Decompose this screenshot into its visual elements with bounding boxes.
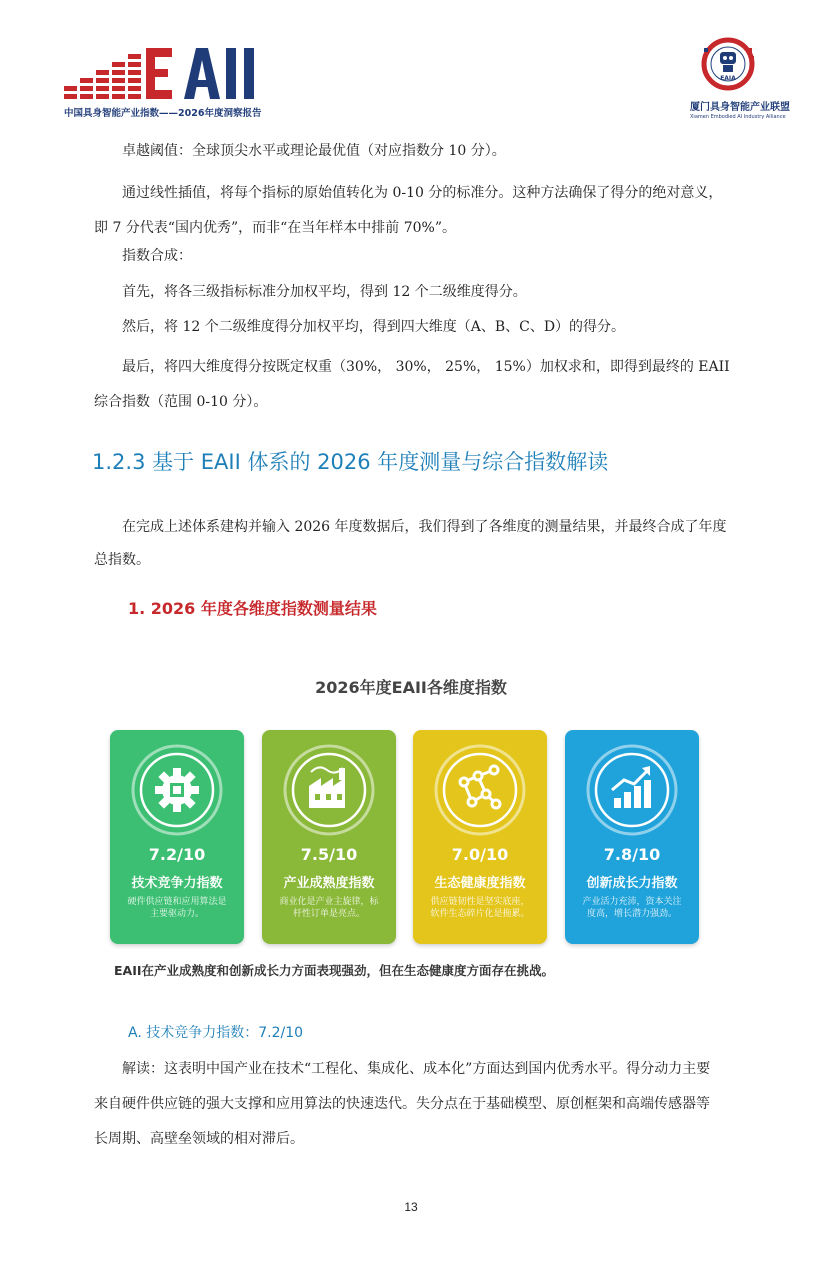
section-intro: 在完成上述体系建构并输入 2026 年度数据后，我们得到了各维度的测量结果，并最终合成了年度总指数。: [94, 519, 727, 568]
card-ecosystem-health: [413, 730, 547, 944]
card-score: 7.5/10: [300, 845, 358, 864]
card-innovation-growth: [565, 730, 699, 944]
left-logo-caption: 中国具身智能产业指数——2026年度洞察报告: [64, 108, 262, 119]
paragraph-step-then: 然后，将 12 个二级维度得分加权平均，得到四大维度（A、B、C、D）的得分。: [122, 319, 626, 335]
card-tech-competitiveness: [110, 730, 244, 944]
sub-a-title: A. 技术竞争力指数：7.2/10: [128, 1025, 304, 1041]
figure-title: 2026年度EAII各维度指数: [315, 678, 507, 697]
eaii-logo-graphic: [62, 44, 272, 122]
eaia-emblem: [690, 36, 786, 98]
card-name: 创新成长力指数: [586, 876, 678, 891]
right-logo-text: EAIA: [720, 75, 736, 82]
card-desc: 硬件供应链和应用算法是主要驱动力。: [127, 897, 227, 919]
page-number: 13: [404, 1200, 418, 1214]
paragraph-linear-interpolation: 通过线性插值，将每个指标的原始值转化为 0-10 分的标准分。这种方法确保了得分的绝对意义，即 7 分代表“国内优秀”，而非“在当年样本中排前 70%”。: [94, 185, 723, 236]
card-score: 7.8/10: [603, 845, 661, 864]
card-name: 技术竞争力指数: [131, 876, 223, 891]
right-logo-caption-cn: 厦门具身智能产业联盟: [690, 102, 790, 113]
card-score: 7.0/10: [451, 845, 509, 864]
factory-icon: [281, 742, 377, 838]
growth-chart-icon: [584, 742, 680, 838]
section-title: 1.2.3 基于 EAII 体系的 2026 年度测量与综合指数解读: [92, 450, 609, 474]
figure-caption: EAII在产业成熟度和创新成长力方面表现强劲，但在生态健康度方面存在挑战。: [114, 963, 555, 978]
card-score: 7.2/10: [148, 845, 206, 864]
sub-a-text: 解读：这表明中国产业在技术“工程化、集成化、成本化”方面达到国内优秀水平。得分动力主要来自硬件供应链的强大支撑和应用算法的快速迭代。失分点在于基础模型、原创框架和高端传感器等长周期、高壁垒领域的相对滞后。: [94, 1061, 711, 1147]
card-name: 生态健康度指数: [434, 876, 526, 891]
card-name: 产业成熟度指数: [283, 876, 375, 891]
card-desc: 商业化是产业主旋律，标杆性订单是亮点。: [279, 897, 379, 919]
subsection-title: 1. 2026 年度各维度指数测量结果: [128, 599, 377, 618]
card-desc: 供应链韧性是坚实底座，软件生态碎片化是拖累。: [430, 897, 530, 919]
eaii-logo: [62, 44, 272, 122]
paragraph-step-first: 首先，将各三级指标标准分加权平均，得到 12 个二级维度得分。: [122, 284, 527, 300]
paragraph-index-synthesis: 指数合成：: [122, 248, 192, 264]
card-industry-maturity: [262, 730, 396, 944]
card-desc: 产业活力充沛，资本关注度高，增长潜力强劲。: [582, 897, 682, 919]
paragraph-step-finally: 最后，将四大维度得分按既定权重（30%， 30%， 25%， 15%）加权求和，即得到最终的 EAII 综合指数（范围 0-10 分）。: [94, 359, 730, 410]
eaia-logo: [690, 36, 790, 122]
paragraph-excellence-threshold: 卓越阈值：全球顶尖水平或理论最优值（对应指数分 10 分）。: [122, 143, 506, 159]
right-logo-caption-en: Xiamen Embodied AI Industry Alliance: [690, 114, 786, 120]
gear-chip-icon: [129, 742, 225, 838]
network-icon: [432, 742, 528, 838]
right-logo-caption: [690, 98, 800, 120]
